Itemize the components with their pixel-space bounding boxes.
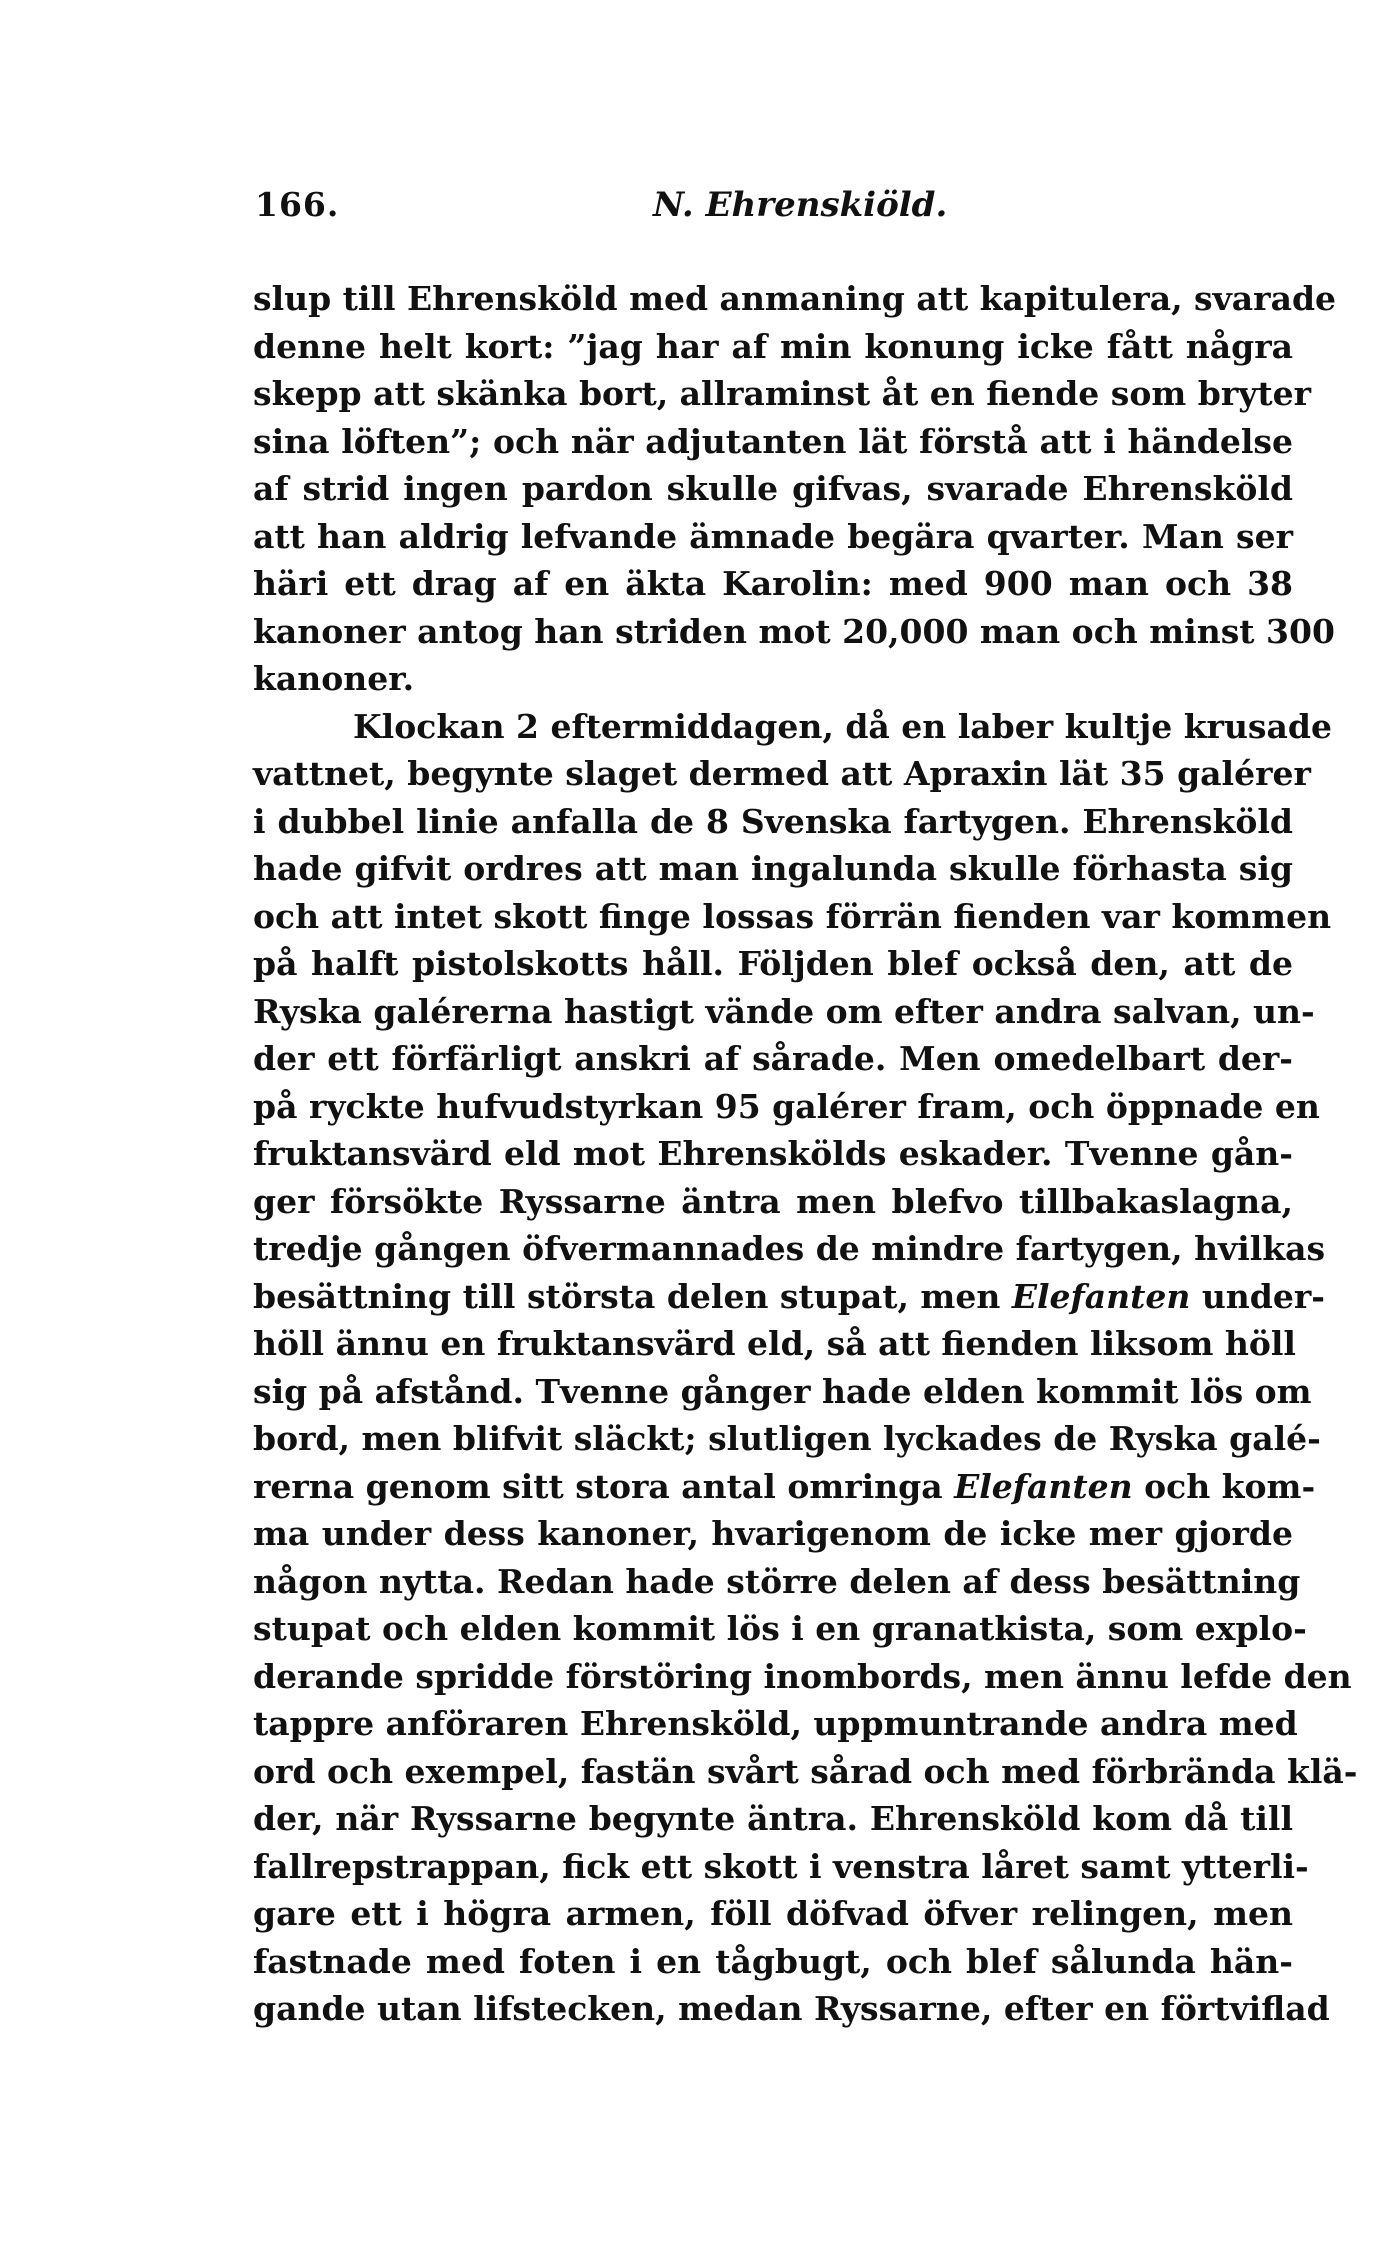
- running-title: N. Ehrenskiöld.: [653, 185, 948, 225]
- text-line: stupat och elden kommit lös i en granatkista, som explo-: [253, 1609, 1307, 1648]
- text-line: gare ett i högra armen, föll döfvad öfver relingen, men: [253, 1894, 1293, 1933]
- text-line: af strid ingen pardon skulle gifvas, svarade Ehrensköld: [253, 469, 1293, 508]
- paragraph: [253, 275, 1337, 703]
- text-line: i dubbel linie anfalla de 8 Svenska fartygen. Ehrensköld: [253, 801, 1293, 841]
- text-line: der ett förfärligt anskri af sårade. Men omedelbart der-: [253, 1039, 1293, 1078]
- text-line: hade gifvit ordres att man ingalunda skulle förhasta sig: [253, 849, 1293, 888]
- text-line: slup till Ehrensköld med anmaning att kapitulera, svarade: [253, 279, 1337, 318]
- page-number: 166.: [255, 185, 340, 224]
- text-line: kanoner.: [253, 659, 415, 698]
- text-line: att han aldrig lefvande ämnade begära qvarter. Man ser: [253, 516, 1293, 556]
- text-line: tredje gången öfvermannades de mindre fartygen, hvilkas: [253, 1229, 1326, 1268]
- text-line: vattnet, begynte slaget dermed att Apraxin lät 35 galérer: [253, 754, 1311, 793]
- text-line: på ryckte hufvudstyrkan 95 galérer fram, och öppnade en: [253, 1086, 1320, 1126]
- text-line: besättning till största delen stupat, men Elefanten under-: [253, 1276, 1325, 1316]
- text-line: sig på afstånd. Tvenne gånger hade elden kommit lös om: [253, 1371, 1312, 1411]
- text-line: ger försökte Ryssarne äntra men blefvo tillbakaslagna,: [253, 1181, 1293, 1221]
- paragraph-container: [253, 275, 1358, 2033]
- running-head: [255, 185, 1295, 245]
- text-line: fastnade med foten i en tågbugt, och blef sålunda hän-: [253, 1941, 1293, 1981]
- text-line: Ryska galérerna hastigt vände om efter andra salvan, un-: [253, 991, 1315, 1031]
- text-line: skepp att skänka bort, allraminst åt en fiende som bryter: [253, 374, 1312, 413]
- text-line: sina löften”; och när adjutanten lät förstå att i händelse: [253, 421, 1293, 461]
- text-line: ord och exempel, fastän svårt sårad och med förbrända klä-: [253, 1751, 1358, 1791]
- text-line: häri ett drag af en äkta Karolin: med 900 man och 38: [253, 564, 1293, 603]
- text-line: gande utan lifstecken, medan Ryssarne, efter en förtviflad: [253, 1989, 1330, 2028]
- text-line: höll ännu en fruktansvärd eld, så att fienden liksom höll: [253, 1324, 1296, 1363]
- text-line: ma under dess kanoner, hvarigenom de icke mer gjorde: [253, 1514, 1293, 1553]
- text-line: der, när Ryssarne begynte äntra. Ehrensköld kom då till: [253, 1799, 1293, 1838]
- text-line: derande spridde förstöring inombords, men ännu lefde den: [253, 1656, 1352, 1696]
- text-line: fallrepstrappan, fick ett skott i venstra låret samt ytterli-: [253, 1846, 1309, 1886]
- text-line: någon nytta. Redan hade större delen af dess besättning: [253, 1561, 1301, 1601]
- text-line: Klockan 2 eftermiddagen, då en laber kultje krusade: [353, 706, 1332, 746]
- text-line: tappre anföraren Ehrensköld, uppmuntrande andra med: [253, 1704, 1298, 1743]
- text-line: och att intet skott finge lossas förrän fienden var kommen: [253, 896, 1332, 936]
- text-line: fruktansvärd eld mot Ehrenskölds eskader. Tvenne gån-: [253, 1134, 1293, 1173]
- text-line: på halft pistolskotts håll. Följden blef också den, att de: [253, 944, 1293, 983]
- text-line: denne helt kort: ”jag har af min konung icke fått några: [253, 326, 1293, 366]
- text-line: bord, men blifvit släckt; slutligen lyckades de Ryska galé-: [253, 1419, 1321, 1458]
- body-text: [253, 275, 1358, 2033]
- text-line: rerna genom sitt stora antal omringa Elefanten och kom-: [253, 1466, 1316, 1506]
- text-line: kanoner antog han striden mot 20,000 man och minst 300: [253, 611, 1335, 651]
- paragraph: [253, 703, 1358, 2033]
